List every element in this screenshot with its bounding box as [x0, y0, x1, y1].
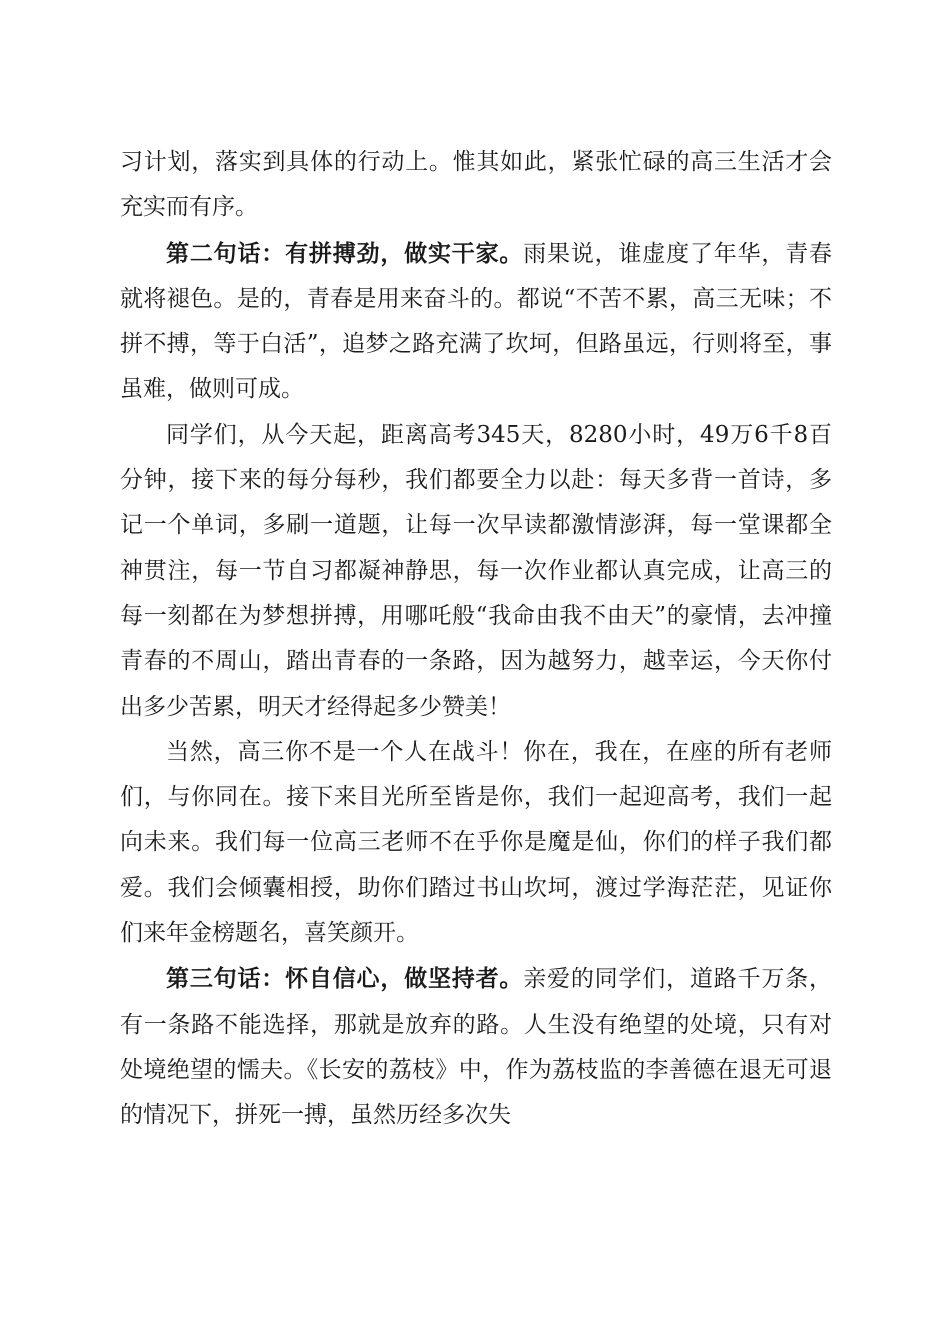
paragraph-4-text: 当然，高三你不是一个人在战斗！你在，我在，在座的所有老师们，与你同在。接下来目光所至皆是你，我们一起迎高考，我们一起向未来。我们每一位高三老师不在乎你是魔是仙，你们的样子我们都爱。我们会倾囊相授，助你们踏过书山坎坷，渡过学海茫茫，见证你们来年金榜题名，喜笑颜开。	[120, 738, 832, 947]
paragraph-3-text: 同学们，从今天起，距离高考345天，8280小时，49万6千8百分钟，接下来的每分每秒，我们都要全力以赴：每天多背一首诗，多记一个单词，多刷一道题，让每一次早读都激情澎湃，每一堂课都全神贯注，每一节自习都凝神静思，每一次作业都认真完成，让高三的每一刻都在为梦想拼搏，用哪吒般“我命由我不由天”的豪情，去冲撞青春的不周山，踏出青春的一条路，因为越努力，越幸运，今天你付出多少苦累，明天才经得起多少赞美！	[120, 421, 832, 720]
paragraph-4	[120, 730, 832, 956]
paragraph-1	[120, 140, 832, 231]
paragraph-2-heading: 第二句话：有拼搏劲，做实干家。	[166, 239, 524, 267]
paragraph-1-text: 习计划，落实到具体的行动上。惟其如此，紧张忙碌的高三生活才会充实而有序。	[120, 149, 832, 221]
paragraph-2	[120, 231, 832, 413]
paragraph-3	[120, 413, 832, 730]
paragraph-2-text: 雨果说，谁虚度了年华，青春就将褪色。是的，青春是用来奋斗的。都说“不苦不累，高三无味；不拼不搏，等于白活”，追梦之路充满了坎坷，但路虽远，行则将至，事虽难，做则可成。	[120, 240, 833, 403]
paragraph-5-heading: 第三句话：怀自信心，做坚持者。	[166, 965, 524, 993]
paragraph-5	[120, 956, 832, 1138]
paragraph-5-text: 亲爱的同学们，道路千万条，有一条路不能选择，那就是放弃的路。人生没有绝望的处境，只有对处境绝望的懦夫。《长安的荔枝》中，作为荔枝监的李善德在退无可退的情况下，拼死一搏，虽然历经多次失	[120, 966, 833, 1129]
document-body	[120, 140, 832, 1139]
